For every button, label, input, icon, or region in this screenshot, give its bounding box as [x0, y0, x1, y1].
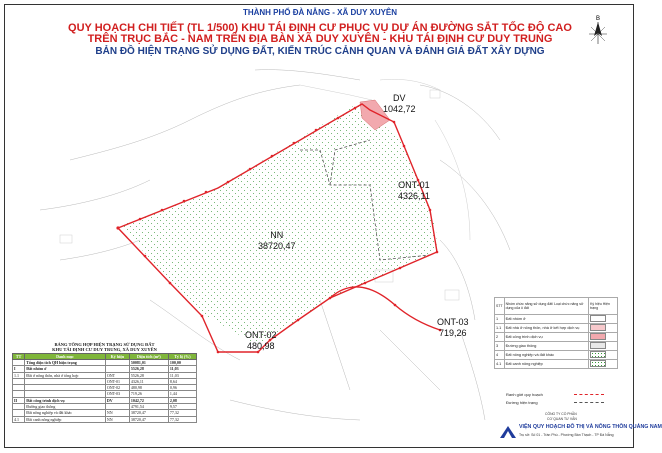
table-cell-name: Đường giao thông: [25, 404, 106, 410]
legend-lines: [494, 391, 618, 407]
legend-swatch-cell: [589, 324, 618, 333]
legend-tt: 1.1: [495, 324, 505, 333]
table-cell-code: ONT-02: [105, 385, 129, 391]
table-cell-tt: II: [13, 397, 25, 403]
table-cell-tt: 1.1: [13, 372, 25, 378]
company-address: Trụ sở: Số 01 - Trần Phú - Phường Bàn Thạch - TP Đà Nẵng: [519, 433, 614, 437]
legend-swatch: [590, 360, 606, 367]
company-logo-icon: [499, 425, 517, 439]
table-caption-2: KHU TÁI ĐỊNH CƯ DUY TRUNG, XÃ DUY XUYÊN: [52, 347, 157, 352]
col-code: Ký hiệu: [105, 354, 129, 360]
legend-name: Đường giao thông: [504, 342, 588, 351]
legend-header-name: Nhóm chức năng sử dụng đất/ Loại chức năng sử dụng của ô đất: [504, 298, 588, 315]
legend-name: Đất canh nông nghiệp: [504, 360, 588, 369]
legend-row: [495, 324, 618, 333]
zone-nn[interactable]: [258, 230, 296, 252]
table-cell-code: ONT-03: [105, 391, 129, 397]
legend-col-tt: STT: [495, 298, 505, 315]
table-cell-tt: 4.1: [13, 416, 25, 422]
legend-name: Đất nhóm ở: [504, 315, 588, 324]
legend-row: [495, 333, 618, 342]
table-cell-area: 38720,47: [129, 410, 168, 416]
company-block: [495, 412, 662, 446]
table-cell-pct: 77,32: [168, 410, 196, 416]
table-cell-code: NN: [105, 416, 129, 422]
table-cell-pct: 2,08: [168, 397, 196, 403]
zone-dv-area: 1042,72: [383, 104, 416, 114]
table-cell-code: ONT-01: [105, 378, 129, 384]
company-name: VIỆN QUY HOẠCH ĐÔ THỊ VÀ NÔNG THÔN QUẢNG NAM: [519, 424, 662, 430]
zone-ont03[interactable]: [437, 317, 469, 339]
table-cell-name: Đất công trình dịch vụ: [25, 397, 106, 403]
col-area: Diện tích (m²): [129, 354, 168, 360]
land-use-table: [12, 342, 197, 448]
legend-tt: 2: [495, 333, 505, 342]
legend-boundary-row: [494, 391, 618, 399]
legend-swatch: [590, 324, 606, 331]
table-caption-1: BẢNG TỔNG HỢP HIỆN TRẠNG SỬ DỤNG ĐẤT: [54, 342, 155, 347]
legend-swatch-cell: [589, 360, 618, 369]
zone-ont02-code: ONT-02: [245, 330, 277, 340]
table-cell-pct: 1,44: [168, 391, 196, 397]
table-cell-area: 5526,28: [129, 372, 168, 378]
legend-swatch-cell: [589, 351, 618, 360]
table-cell-pct: 77,32: [168, 416, 196, 422]
title-line-2: TRÊN TRỤC BẮC - NAM TRÊN ĐỊA BÀN XÃ DUY XUYÊN - KHU TÁI ĐỊNH CƯ DUY TRUNG: [87, 33, 553, 45]
table-cell-area: 5526,28: [129, 366, 168, 372]
zone-ont03-code: ONT-03: [437, 317, 469, 327]
table-cell-area: 4791,54: [129, 404, 168, 410]
legend-boundary-label: Ranh giới quy hoạch: [506, 392, 543, 397]
table-cell-name: Đất ở nông thôn, nhà ở tổng hợp: [25, 372, 106, 378]
table-row: [13, 416, 197, 422]
table-cell-pct: 11,03: [168, 366, 196, 372]
table-cell-area: 719,26: [129, 391, 168, 397]
legend-road-row: [494, 399, 618, 407]
zone-ont01-code: ONT-01: [398, 180, 430, 190]
table-cell-code: DV: [105, 397, 129, 403]
table-cell-area: 50081,01: [129, 360, 168, 366]
table-cell-area: 1042,72: [129, 397, 168, 403]
zone-ont03-area: 719,26: [438, 328, 467, 338]
table-cell-pct: 11,03: [168, 372, 196, 378]
col-tt: TT: [13, 354, 25, 360]
table-cell-area: 38720,47: [129, 416, 168, 422]
table-cell-name: Đất canh nông nghiệp: [25, 416, 106, 422]
legend-name: Đất nông nghiệp và đất khác: [504, 351, 588, 360]
table-cell-code: NN: [105, 410, 129, 416]
legend-swatch-cell: [589, 333, 618, 342]
legend-tt: 3: [495, 342, 505, 351]
zone-nn-area: 38720,47: [258, 241, 296, 251]
table-cell-name: Đất nhóm ở: [25, 366, 106, 372]
zone-dv[interactable]: [383, 93, 416, 115]
legend-road-label: Đường hiện trạng: [506, 400, 538, 405]
zone-dv-code: DV: [393, 93, 406, 103]
zone-ont02-area: 480,98: [246, 341, 275, 351]
legend-swatch: [590, 351, 606, 358]
company-small-1: CÔNG TY CỔ PHẦN: [545, 412, 577, 416]
legend-name: Đất công trình dịch vụ: [504, 333, 588, 342]
table-cell-area: 480,98: [129, 385, 168, 391]
table-cell-name: Tổng diện tích QH hiện trạng: [25, 360, 106, 366]
legend-road-line: [574, 402, 604, 403]
legend-row: [495, 315, 618, 324]
legend-table: [494, 297, 618, 389]
table-cell-pct: 100,00: [168, 360, 196, 366]
zone-ont01-area: 4326,11: [398, 191, 430, 201]
col-pct: Tỷ lệ (%): [168, 354, 196, 360]
table-cell-name: Đất nông nghiệp và đất khác: [25, 410, 106, 416]
legend-row: [495, 351, 618, 360]
legend-swatch: [590, 315, 606, 322]
table-cell-pct: 0,96: [168, 385, 196, 391]
legend-swatch: [590, 342, 606, 349]
legend-tt: 4.1: [495, 360, 505, 369]
table-cell-pct: 8,64: [168, 378, 196, 384]
table-cell-pct: 9,57: [168, 404, 196, 410]
legend-boundary-line: [574, 394, 604, 395]
map-subtitle: BẢN ĐỒ HIỆN TRẠNG SỬ DỤNG ĐẤT, KIẾN TRÚC CẢNH QUAN VÀ ĐÁNH GIÁ ĐẤT XÂY DỰNG: [95, 46, 545, 57]
legend-tt: 4: [495, 351, 505, 360]
title-line-1: QUY HOẠCH CHI TIẾT (TL 1/500) KHU TÁI ĐỊNH CƯ PHỤC VỤ DỰ ÁN ĐƯỜNG SẮT TỐC ĐỘ CAO: [68, 22, 572, 34]
table-cell-area: 4326,11: [129, 378, 168, 384]
land-use-grid: [12, 353, 197, 423]
legend-header-code: Ký hiệu Hiện trạng: [589, 298, 618, 315]
table-cell-code: ONT: [105, 372, 129, 378]
col-name: Danh mục: [25, 354, 106, 360]
legend-tt: 1: [495, 315, 505, 324]
legend-row: [495, 360, 618, 369]
header-city: THÀNH PHỐ ĐÀ NẴNG - XÃ DUY XUYÊN: [242, 8, 398, 17]
company-small-2: CƠ QUAN TƯ VẤN: [547, 417, 577, 421]
table-cell-tt: I: [13, 366, 25, 372]
zone-ont02[interactable]: [245, 330, 277, 352]
agri-area-nn: [120, 102, 437, 346]
legend-swatch-cell: [589, 342, 618, 351]
legend-name: Đất nhà ở nông thôn, nhà ở kết hợp dịch vụ: [504, 324, 588, 333]
zone-nn-code: NN: [270, 230, 284, 240]
zone-ont01[interactable]: [398, 180, 430, 202]
north-label: B: [595, 16, 601, 22]
legend-row: [495, 342, 618, 351]
legend-swatch-cell: [589, 315, 618, 324]
legend-swatch: [590, 333, 606, 340]
